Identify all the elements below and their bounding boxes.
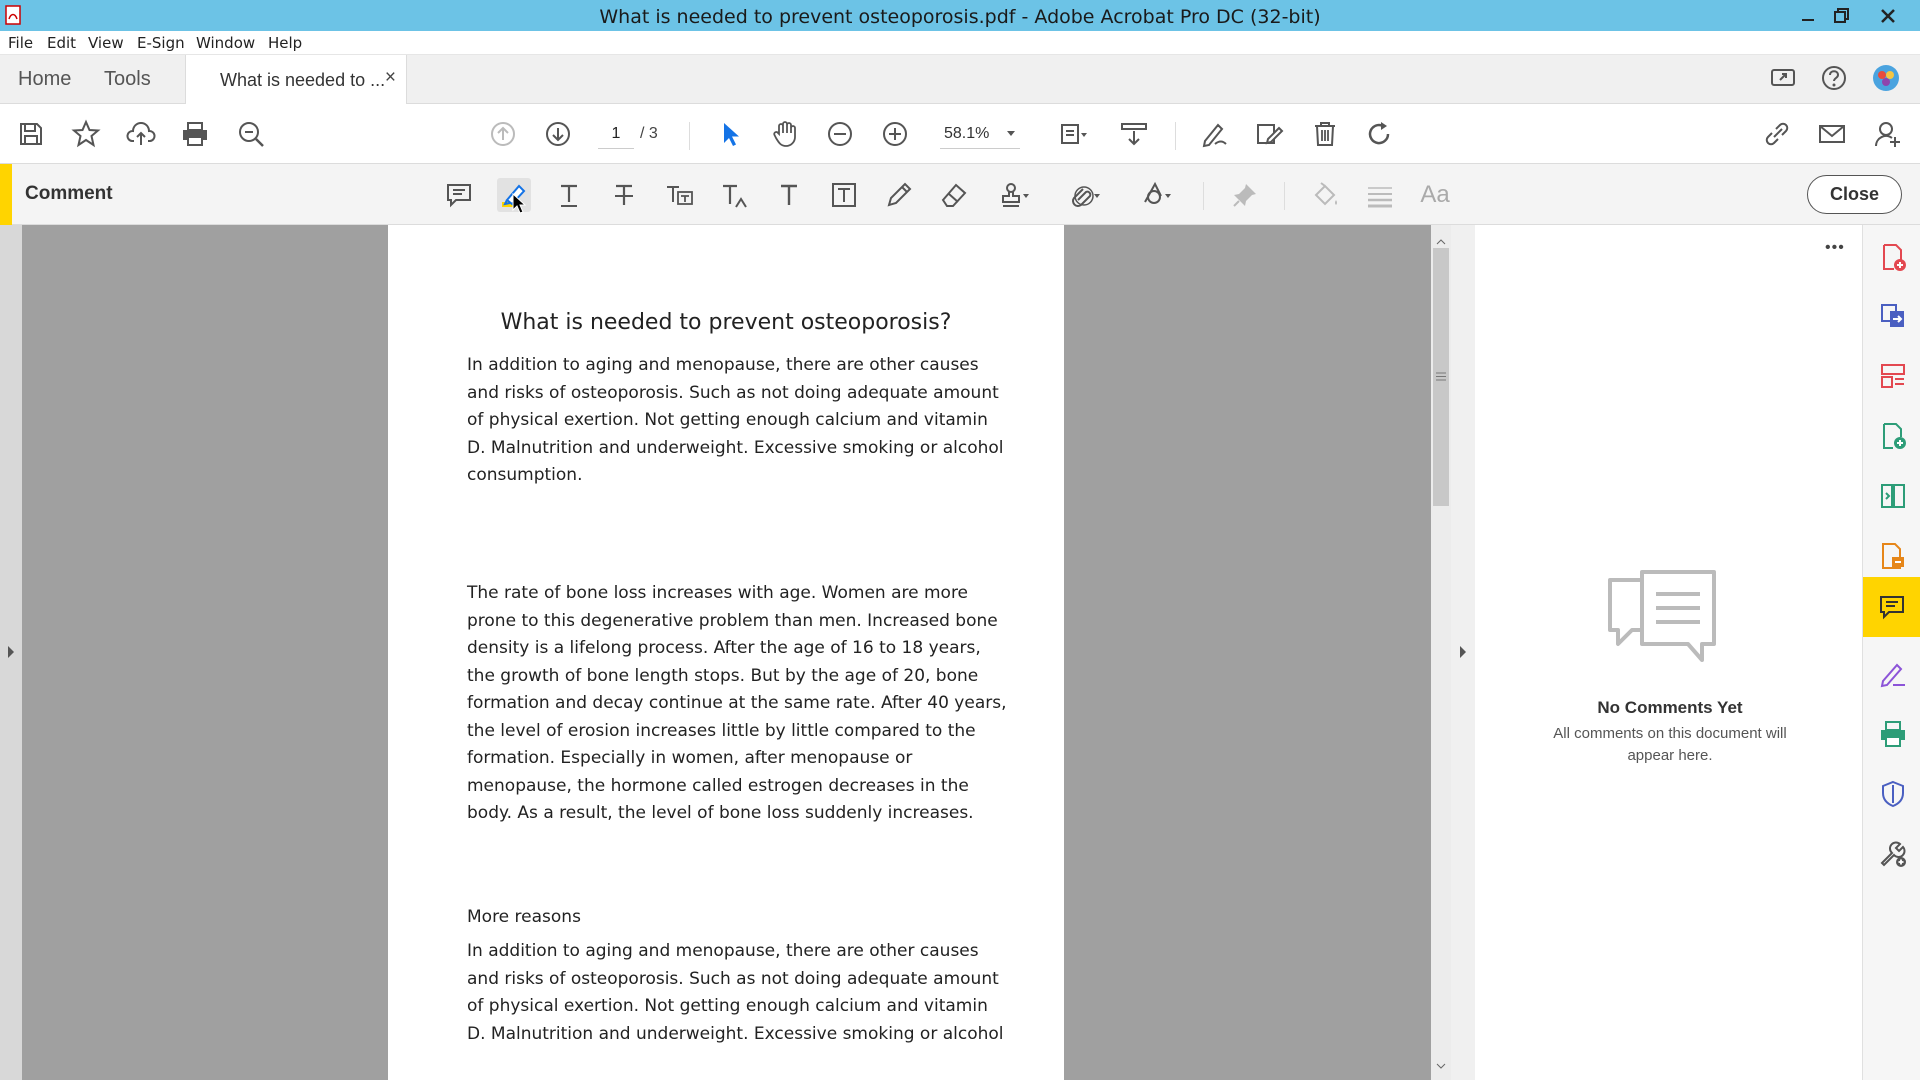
pin-tool[interactable] [1228, 178, 1262, 212]
scroll-mode-icon [1119, 119, 1149, 149]
document-paragraph-1: In addition to aging and menopause, there are other causes and risks of osteoporosis. Such as not doing adequate amount of physical exertion. Not getting enough calcium and vitamin D. Malnutrition and underweight. Excessive smoking or alcohol consumption. [467, 355, 1004, 485]
page-fit-icon [1057, 119, 1087, 149]
chevron-right-icon [7, 645, 15, 659]
pdf-page [388, 225, 1064, 1080]
share-screen-icon [1768, 63, 1798, 93]
cloud-upload-icon [126, 119, 156, 149]
text-underline-icon [554, 180, 584, 210]
fill-color-tool[interactable] [1308, 178, 1342, 212]
add-user-button[interactable] [1870, 117, 1904, 151]
plus-circle-icon [880, 119, 910, 149]
rail-print-production[interactable] [1876, 717, 1910, 751]
sticky-note-tool[interactable] [442, 178, 476, 212]
select-tool-button[interactable] [713, 117, 747, 151]
stamp-edit-icon [1254, 119, 1284, 149]
scrollbar-thumb[interactable] [1433, 248, 1449, 506]
rail-comment[interactable] [1863, 577, 1920, 637]
page-display-button[interactable] [1050, 117, 1094, 151]
comment-icon [1877, 592, 1907, 622]
avatar-icon [1871, 63, 1901, 93]
restore-button[interactable] [1823, 0, 1859, 31]
attach-file-tool[interactable] [1063, 178, 1107, 212]
hand-icon [770, 119, 800, 149]
close-comment-button[interactable]: Close [1807, 175, 1902, 214]
shapes-icon [1141, 180, 1171, 210]
tab-home[interactable]: Home [18, 68, 72, 90]
document-paragraph-2: The rate of bone loss increases with age. Women are more prone to this degenerative problem than men. Increased bone density is a lifelong process. After the age of 16 to 18 years, the growth of bone length stops. But by the age of 20, bone formation and decay continue at the same rate. After 40 years, the level of erosion increases little by little compared to the formation. Especially in women, after menopause or menopause, the hormone called estrogen decreases in the body. As a result, the level of bone loss suddenly increases. [467, 583, 1007, 823]
redact-button[interactable] [1252, 117, 1286, 151]
signature-icon [1878, 659, 1908, 689]
text-add-icon [774, 180, 804, 210]
strikethrough-tool[interactable] [607, 178, 641, 212]
chevron-right-icon [1459, 645, 1467, 659]
more-options-icon[interactable]: ••• [1825, 239, 1845, 256]
rail-export-pdf[interactable] [1876, 299, 1910, 333]
window-title: What is needed to prevent osteoporosis.pdf - Adobe Acrobat Pro DC (32-bit) [599, 6, 1321, 28]
minimize-button[interactable] [1790, 0, 1826, 31]
search-button[interactable] [234, 117, 268, 151]
rail-organize-pages[interactable] [1876, 359, 1910, 393]
text-insert-icon [719, 180, 749, 210]
menu-window[interactable]: Window [196, 34, 256, 52]
document-paragraph-3: In addition to aging and menopause, there are other causes and risks of osteoporosis. Such as not doing adequate amount of physical exertion. Not getting enough calcium and vitamin D. Malnutrition and underweight. Excessive smoking or alcohol [467, 941, 1004, 1044]
save-button[interactable] [14, 117, 48, 151]
search-icon [236, 119, 266, 149]
arrow-down-circle-icon [543, 119, 573, 149]
menu-edit[interactable]: Edit [47, 34, 77, 52]
left-panel-toggle[interactable] [0, 225, 22, 1080]
next-page-button[interactable] [541, 117, 575, 151]
comment-toolbar [0, 164, 1920, 225]
pencil-icon [884, 180, 914, 210]
pin-icon [1230, 180, 1260, 210]
rail-create-pdf[interactable] [1876, 240, 1910, 274]
underline-text-tool[interactable] [552, 178, 586, 212]
compare-files-icon [1878, 481, 1908, 511]
eraser-tool[interactable] [937, 178, 971, 212]
text-box-tool[interactable] [827, 178, 861, 212]
printer-icon [180, 119, 210, 149]
edit-pdf-icon [1878, 421, 1908, 451]
rail-edit-pdf[interactable] [1876, 419, 1910, 453]
menu-view[interactable]: View [88, 34, 124, 52]
export-pdf-icon [1878, 301, 1908, 331]
link-share-icon [1762, 119, 1792, 149]
collapse-pane-toggle[interactable] [1451, 225, 1475, 1080]
create-pdf-icon [1878, 242, 1908, 272]
rail-request-signature[interactable] [1876, 657, 1910, 691]
bookmark-button[interactable] [69, 117, 103, 151]
wrench-add-icon [1878, 839, 1908, 869]
scroll-down-icon [1436, 1063, 1446, 1069]
minus-circle-icon [825, 119, 855, 149]
tools-rail [1862, 225, 1920, 1080]
zoom-out-button[interactable] [823, 117, 857, 151]
share-screen-button[interactable] [1766, 61, 1800, 95]
document-heading: What is needed to prevent osteoporosis? [500, 310, 952, 335]
menu-esign[interactable]: E-Sign [137, 34, 185, 52]
rail-protect[interactable] [1876, 777, 1910, 811]
shapes-tool[interactable] [1134, 178, 1178, 212]
comment-toolbar-title: Comment [25, 183, 113, 204]
email-button[interactable] [1815, 117, 1849, 151]
help-button[interactable] [1817, 61, 1851, 95]
organize-pages-icon [1878, 361, 1908, 391]
paint-bucket-icon [1310, 180, 1340, 210]
account-avatar[interactable] [1869, 61, 1903, 95]
add-text-tool[interactable] [772, 178, 806, 212]
text-properties-tool[interactable]: Aa [1420, 181, 1450, 208]
close-window-button[interactable] [1870, 0, 1906, 31]
text-replace-icon [664, 180, 694, 210]
rail-compare[interactable] [1876, 479, 1910, 513]
page-total: / 3 [640, 125, 658, 142]
menu-bar [0, 31, 1920, 55]
share-link-button[interactable] [1760, 117, 1794, 151]
replace-text-tool[interactable] [662, 178, 696, 212]
zoom-level-dropdown[interactable] [940, 119, 1020, 149]
fill-form-icon [1878, 541, 1908, 571]
person-add-icon [1872, 119, 1902, 149]
toolbar-divider [1284, 182, 1285, 210]
trash-icon [1310, 119, 1340, 149]
text-box-icon [829, 180, 859, 210]
zoom-value: 58.1% [944, 125, 990, 142]
attachment-add-icon [1070, 180, 1100, 210]
pen-sign-icon [1199, 119, 1229, 149]
stamp-tool[interactable] [992, 178, 1036, 212]
document-subheading: More reasons [467, 907, 581, 927]
tab-document[interactable] [185, 55, 407, 104]
rotate-button[interactable] [1363, 117, 1397, 151]
hand-tool-button[interactable] [768, 117, 802, 151]
delete-button[interactable] [1308, 117, 1342, 151]
pencil-tool[interactable] [882, 178, 916, 212]
document-canvas[interactable] [0, 225, 1450, 1080]
cursor-arrow-icon [715, 119, 745, 149]
mouse-cursor-icon [512, 193, 528, 215]
close-tab-icon[interactable]: × [384, 67, 396, 88]
title-bar [0, 0, 1920, 31]
chevron-down-icon [1006, 130, 1016, 138]
grip-icon [1436, 372, 1446, 381]
main-toolbar [0, 104, 1920, 164]
line-weight-tool[interactable] [1363, 178, 1397, 212]
page-number-input[interactable]: 1 [598, 119, 634, 149]
line-weight-icon [1365, 180, 1395, 210]
comment-toolbar-accent [0, 164, 12, 225]
sticky-note-icon [444, 180, 474, 210]
text-strikethrough-icon [609, 180, 639, 210]
scroll-mode-button[interactable] [1117, 117, 1151, 151]
star-icon [71, 119, 101, 149]
scroll-up-icon [1436, 239, 1446, 245]
tab-bar [0, 55, 1920, 104]
menu-file[interactable]: File [8, 34, 34, 52]
save-icon [16, 119, 46, 149]
arrow-up-circle-icon [488, 119, 518, 149]
shield-icon [1878, 779, 1908, 809]
toolbar-divider [689, 122, 690, 150]
restore-icon [1833, 8, 1849, 24]
toolbar-divider [1203, 182, 1204, 210]
menu-help[interactable]: Help [268, 34, 303, 52]
rotate-icon [1365, 119, 1395, 149]
insert-text-tool[interactable] [717, 178, 751, 212]
envelope-icon [1817, 119, 1847, 149]
tab-tools[interactable]: Tools [104, 68, 151, 90]
print-production-icon [1878, 719, 1908, 749]
rail-fill-sign[interactable] [1876, 539, 1910, 573]
rail-more-tools[interactable] [1876, 837, 1910, 871]
help-icon [1819, 63, 1849, 93]
upload-button[interactable] [124, 117, 158, 151]
no-comments-text: All comments on this document will appear here. [1553, 725, 1787, 764]
zoom-in-button[interactable] [878, 117, 912, 151]
toolbar-divider [1175, 122, 1176, 150]
stamp-icon [999, 180, 1029, 210]
print-button[interactable] [178, 117, 212, 151]
document-tab-label: What is needed to ... [220, 70, 386, 90]
eraser-icon [939, 180, 969, 210]
close-icon [1880, 8, 1896, 24]
previous-page-button[interactable] [486, 117, 520, 151]
empty-comments-icon [1602, 566, 1722, 676]
no-comments-title: No Comments Yet [1597, 698, 1743, 717]
sign-button[interactable] [1197, 117, 1231, 151]
minimize-icon [1800, 8, 1816, 24]
